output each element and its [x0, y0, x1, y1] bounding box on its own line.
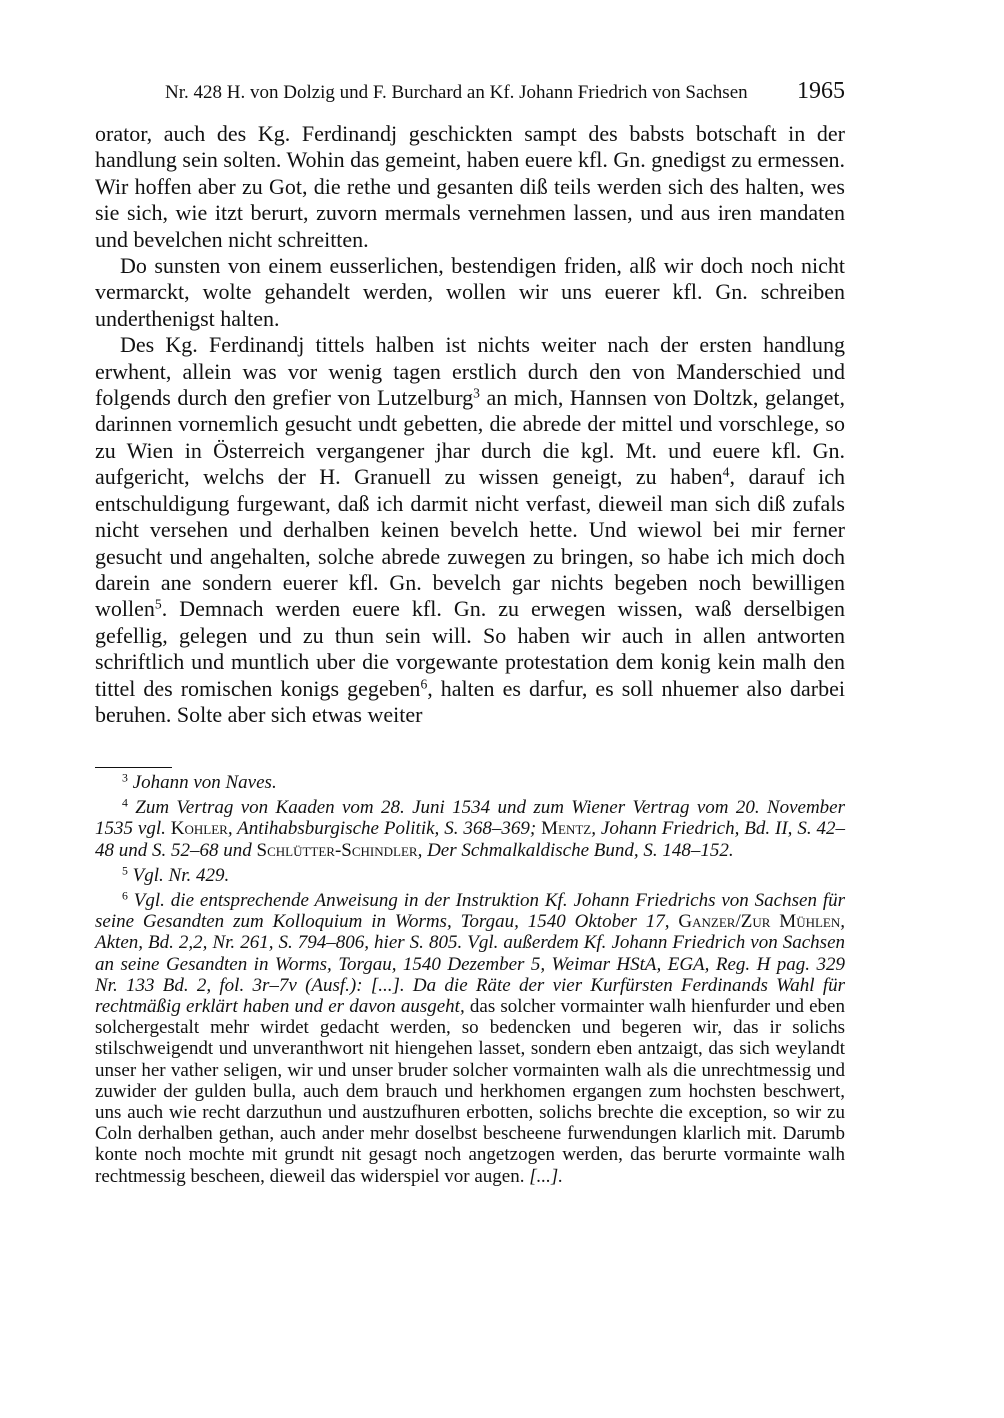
source-quotation: das solcher vormainter walh hienfurder und eben solchergestalt mehr wirdet gedacht werden, so bedencken und begeren wir, das ir solichs stilschweigendt und unveranthwort nit hiengehen lasset, sondern eben antzaigt, das sich weylandt unser her vather seligen, wir und unser bruder solcher vormainten walh als die unrechtmessig und zuwider der gulden bulla, auch dem brauch und herkhomen ergangen zum hochsten beschwert, uns auch wie recht darzuthun und austzufhuren erbotten, solichs brechte die exception, so wir zu Coln derhalben gethan, auch ander mehr doselbst bescheene furwendungen klarlich mit. Darumb konte noch mochte mit grundt nit gesagt noch angetzogen werden, das berurte vormainte walh rechtmessig bescheen, dieweil das widerspiel vor augen.	[95, 996, 845, 1187]
footnote-ref-6[interactable]: 6	[420, 676, 428, 692]
footnote-4	[95, 797, 845, 861]
paragraph-1: orator, auch des Kg. Ferdinandj geschickten sampt des babsts botschaft in der handlung sein solten. Wohin das gemeint, haben euere kfl. Gn. gnedigst zu ermessen. Wir hoffen aber zu Got, die rethe und gesanten diß teils werden sich des halten, wes sie sich, wie itzt berurt, zuvorn mermals vernehmen lassen, und aus iren mandaten und bevelchen nicht schreitten.	[95, 121, 845, 252]
footnote-text: Zum Vertrag von Kaaden vom 28. Juni 1534 und zum Wiener Vertrag vom 20. November 1535 vgl.	[95, 797, 846, 840]
footnote-number: 4	[122, 796, 128, 810]
footnote-text: , Antihabsburgische Politik, S. 368–369;	[227, 818, 542, 840]
paragraph-3-text: , halten es darfur, es soll nhuemer also darbei beruhen. Solte aber sich etwas weiter	[95, 675, 846, 727]
footnote-text: , Der Schmalkaldische Bund, S. 148–152.	[417, 839, 734, 861]
paragraph-3-text: . Demnach werden euere kfl. Gn. zu erwegen wissen, waß derselbigen gefellig, gelegen und zu thun sein will. So haben wir auch in allen antworten schriftlich und muntlich uber die vorgewante protestation dem konig kein malh den tittel des romischen konigs gegeben	[95, 596, 845, 701]
running-header	[95, 78, 845, 108]
footnote-6	[95, 890, 845, 1187]
author-name: Mentz	[541, 818, 592, 840]
footnote-ref-4[interactable]: 4	[722, 464, 730, 480]
footnote-text: Johann von Naves.	[132, 772, 277, 793]
footnote-ref-5[interactable]: 5	[154, 596, 162, 612]
footnote-number: 6	[122, 889, 128, 903]
paragraph-3-text: an mich, Hannsen von Doltzk, gelanget, darinnen vornemlich gesucht undt gebetten, die abrede der mittel und vorschlege, so zu Wien in Österreich vergangener jhar durch die kgl. Mt. und euere kfl. Gn. aufgericht, welchs der H. Granuell zu wissen geneigt, zu haben	[95, 385, 845, 490]
paragraph-3	[95, 332, 845, 728]
main-text	[95, 121, 845, 728]
footnote-number: 5	[122, 864, 128, 878]
header-title: Nr. 428 H. von Dolzig und F. Burchard an Kf. Johann Friedrich von Sachsen	[165, 82, 748, 103]
page-number: 1965	[797, 78, 845, 104]
author-name: Ganzer/Zur Mühlen	[678, 911, 841, 933]
author-name: Schlütter-Schindler	[256, 839, 418, 861]
footnote-text: Vgl. die entsprechende Anweisung in der Instruktion Kf. Johann Friedrichs von Sachsen für seine Gesandten zum Kolloquium in Worms, Torgau, 1540 Oktober 17,	[95, 890, 846, 933]
paragraph-3-text: Des Kg. Ferdinandj tittels halben ist nichts weiter nach der ersten handlung erwhent, allein was vor wenig tagen erstlich durch den von Manderschied und folgends durch den grefier von Lutzelburg	[95, 332, 845, 411]
footnote-5	[95, 865, 845, 886]
author-name: Kohler	[170, 818, 228, 840]
footnote-text: [...].	[529, 1165, 564, 1187]
footnote-divider	[95, 767, 172, 768]
footnote-ref-3[interactable]: 3	[473, 385, 480, 401]
footnote-text: , Johann Friedrich, Bd. II, S. 42–48 und S. 52–68 und	[95, 818, 845, 861]
footnote-number: 3	[122, 771, 128, 785]
paragraph-2: Do sunsten von einem eusserlichen, bestendigen friden, alß wir doch noch nicht vermarckt, wolte gehandelt werden, wollen wir uns euerer kfl. Gn. schreiben underthenigst halten.	[95, 253, 845, 331]
footnote-3	[95, 772, 845, 793]
paragraph-3-text: , darauf ich entschuldigung furgewant, daß ich darmit nicht verfast, dieweil man sich diß zufals nicht versehen und derhalben keinen bevelch hette. Und wiewol bei mir ferner gesucht und angehalten, solche abrede zuwegen zu bringen, so habe ich mich doch darein ane sondern euerer kfl. Gn. bevelch gar nichts begeben noch bewilligen wollen	[95, 464, 845, 622]
footnotes	[95, 772, 845, 1191]
footnote-text: , Akten, Bd. 2,2, Nr. 261, S. 794–806, hier S. 805. Vgl. außerdem Kf. Johann Friedrich von Sachsen an seine Gesandten in Worms, Torgau, 1540 Dezember 5, Weimar HStA, EGA, Reg. H pag. 329 Nr. 133 Bd. 2, fol. 3r–7v (Ausf.): [...]. Da die Räte der vier Kurfürsten Ferdinands Wahl für rechtmäßig erklärt haben und er davon ausgeht,	[95, 911, 845, 1018]
footnote-text: Vgl. Nr. 429.	[132, 864, 230, 886]
